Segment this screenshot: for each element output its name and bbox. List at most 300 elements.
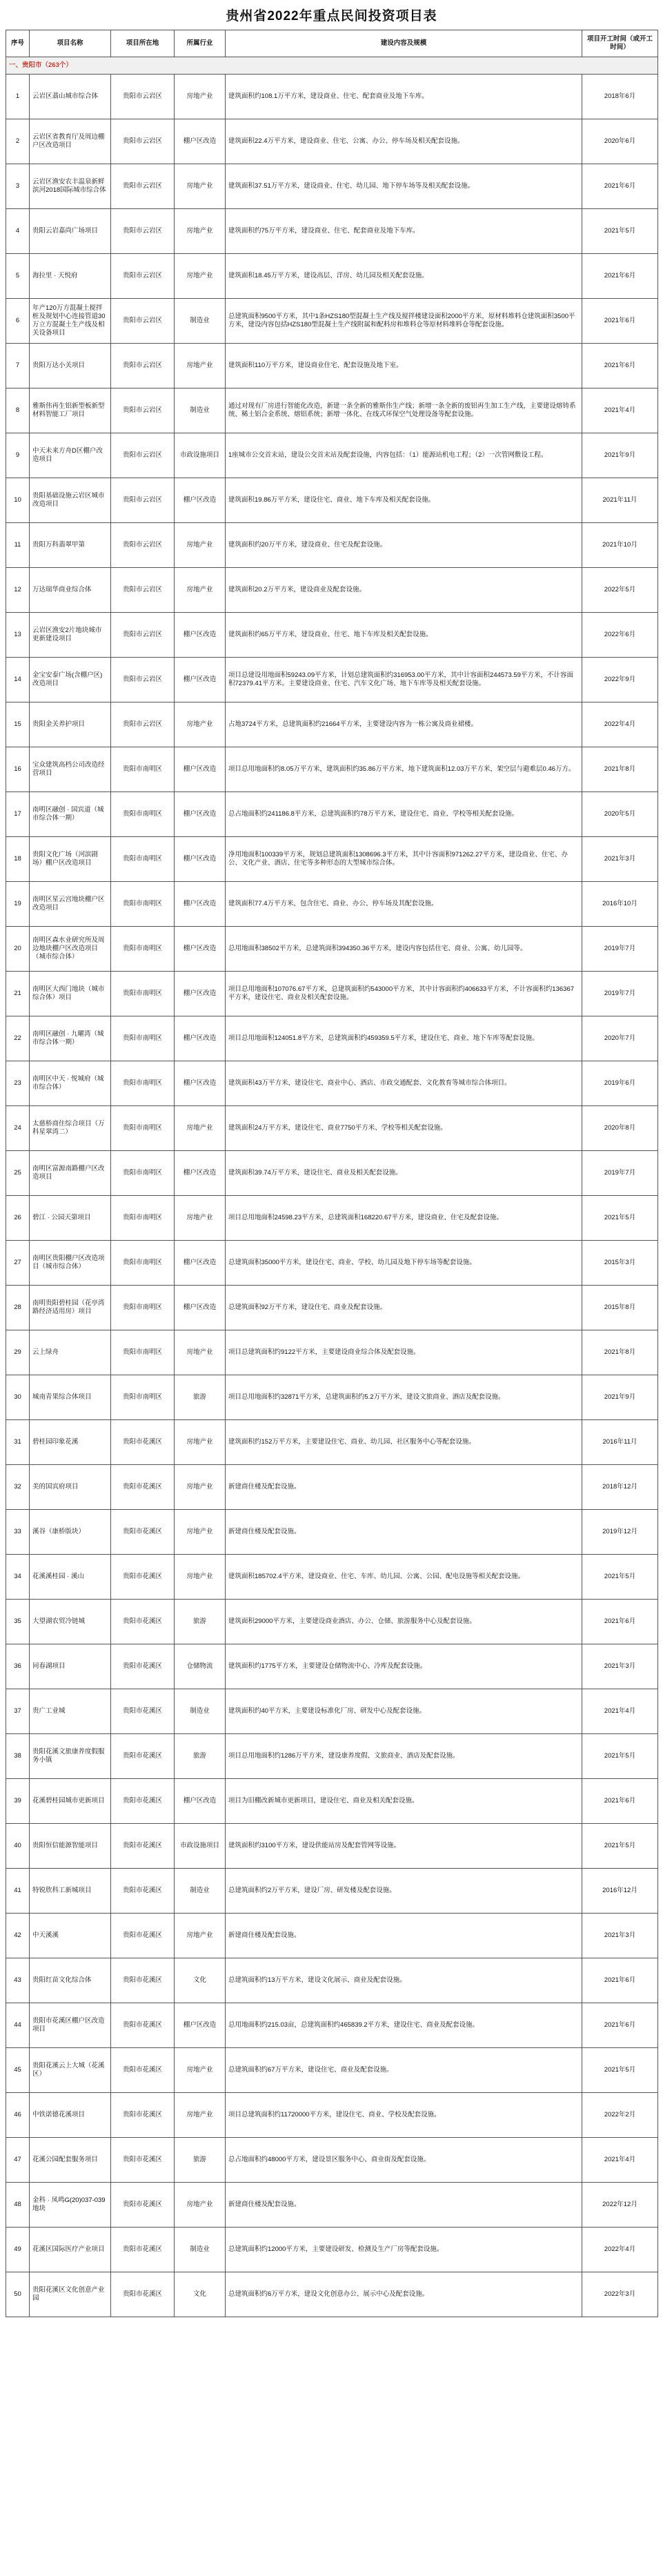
project-start-time: 2022年3月	[582, 2272, 658, 2317]
header-location: 项目所在地	[111, 30, 175, 57]
project-industry: 房地产业	[175, 254, 226, 299]
table-row	[6, 1869, 658, 1914]
project-start-time: 2015年3月	[582, 1241, 658, 1286]
table-row	[6, 389, 658, 433]
table-row	[6, 1061, 658, 1106]
project-scale: 总占地面积约48000平方米，建设景区服务中心、商业街及配套设施。	[226, 2138, 582, 2183]
project-industry: 棚户区改造	[175, 972, 226, 1016]
project-location: 贵阳市花溪区	[111, 1914, 175, 1958]
project-industry: 棚户区改造	[175, 658, 226, 702]
project-name: 贵阳金关养护项目	[30, 702, 111, 747]
project-name: 贵阳红苗文化综合体	[30, 1958, 111, 2003]
project-industry: 房地产业	[175, 2048, 226, 2093]
project-location: 贵阳市云岩区	[111, 119, 175, 164]
row-number: 22	[6, 1016, 30, 1061]
row-number: 7	[6, 344, 30, 389]
row-number: 36	[6, 1644, 30, 1689]
project-name: 碧江 · 公园天第项目	[30, 1196, 111, 1241]
row-number: 29	[6, 1330, 30, 1375]
table-row	[6, 792, 658, 837]
project-location: 贵阳市南明区	[111, 792, 175, 837]
project-industry: 制造业	[175, 2228, 226, 2272]
project-scale: 新建商住楼及配套设施。	[226, 2183, 582, 2228]
project-industry: 仓储物流	[175, 1644, 226, 1689]
project-name: 宝众建筑高档公司改造经营项目	[30, 747, 111, 792]
project-location: 贵阳市花溪区	[111, 1958, 175, 2003]
row-number: 17	[6, 792, 30, 837]
row-number: 26	[6, 1196, 30, 1241]
project-industry: 房地产业	[175, 1420, 226, 1465]
project-start-time: 2022年12月	[582, 2183, 658, 2228]
project-start-time: 2021年3月	[582, 1914, 658, 1958]
table-row	[6, 747, 658, 792]
project-location: 贵阳市云岩区	[111, 613, 175, 658]
header-start-time: 项目开工时间（或开工时间）	[582, 30, 658, 57]
row-number: 8	[6, 389, 30, 433]
project-start-time: 2021年4月	[582, 2138, 658, 2183]
project-scale: 建筑面积约108.1万平方米，建设商业、住宅、配套商业及地下车库。	[226, 75, 582, 119]
project-industry: 文化	[175, 1958, 226, 2003]
row-number: 33	[6, 1510, 30, 1555]
table-row	[6, 2093, 658, 2138]
project-industry: 棚户区改造	[175, 119, 226, 164]
project-scale: 总建筑面积约67万平方米，建设住宅、商业及配套设施。	[226, 2048, 582, 2093]
table-row	[6, 1106, 658, 1151]
row-number: 2	[6, 119, 30, 164]
project-name: 花溪碧桂园城市更新项目	[30, 1779, 111, 1824]
table-row	[6, 1555, 658, 1600]
table-row	[6, 254, 658, 299]
project-industry: 棚户区改造	[175, 1061, 226, 1106]
project-name: 中天未来方舟D区棚户改造项目	[30, 433, 111, 478]
project-location: 贵阳市云岩区	[111, 209, 175, 254]
project-location: 贵阳市云岩区	[111, 389, 175, 433]
project-start-time: 2021年6月	[582, 1779, 658, 1824]
project-industry: 房地产业	[175, 1106, 226, 1151]
project-location: 贵阳市南明区	[111, 747, 175, 792]
project-industry: 房地产业	[175, 568, 226, 613]
project-scale: 项目总建筑面积约11720000平方米，建设住宅、商业、学校及配套设施。	[226, 2093, 582, 2138]
table-row	[6, 1330, 658, 1375]
project-industry: 棚户区改造	[175, 613, 226, 658]
project-industry: 房地产业	[175, 1330, 226, 1375]
project-location: 贵阳市云岩区	[111, 433, 175, 478]
row-number: 5	[6, 254, 30, 299]
table-row	[6, 75, 658, 119]
project-name: 花溪区国际医疗产业项目	[30, 2228, 111, 2272]
project-name: 贵阳花溪云上大城（花溪区）	[30, 2048, 111, 2093]
project-scale: 建筑面积77.4万平方米，包含住宅、商业、办公、停车场及其配套设施。	[226, 882, 582, 927]
table-row	[6, 2138, 658, 2183]
project-industry: 房地产业	[175, 2183, 226, 2228]
project-location: 贵阳市南明区	[111, 1061, 175, 1106]
project-location: 贵阳市花溪区	[111, 1779, 175, 1824]
project-name: 特锐欣科工新城项目	[30, 1869, 111, 1914]
project-name: 贵阳花溪文旅康养度假服务小镇	[30, 1734, 111, 1779]
row-number: 12	[6, 568, 30, 613]
project-industry: 棚户区改造	[175, 1241, 226, 1286]
row-number: 15	[6, 702, 30, 747]
table-row	[6, 1914, 658, 1958]
table-row	[6, 164, 658, 209]
project-name: 南明区中天 · 悦城府（城市综合体）	[30, 1061, 111, 1106]
project-start-time: 2021年3月	[582, 837, 658, 882]
project-location: 贵阳市南明区	[111, 972, 175, 1016]
project-start-time: 2022年9月	[582, 658, 658, 702]
project-name: 金宝安泰广场(含棚户区)改造项目	[30, 658, 111, 702]
project-industry: 房地产业	[175, 1196, 226, 1241]
project-location: 贵阳市花溪区	[111, 1420, 175, 1465]
table-row	[6, 2048, 658, 2093]
row-number: 40	[6, 1824, 30, 1869]
row-number: 9	[6, 433, 30, 478]
project-industry: 文化	[175, 2272, 226, 2317]
project-start-time: 2022年6月	[582, 613, 658, 658]
project-location: 贵阳市花溪区	[111, 1824, 175, 1869]
project-industry: 棚户区改造	[175, 1151, 226, 1196]
project-location: 贵阳市花溪区	[111, 1734, 175, 1779]
project-industry: 棚户区改造	[175, 837, 226, 882]
project-start-time: 2021年6月	[582, 344, 658, 389]
project-scale: 建筑面积约152万平方米，主要建设住宅、商业、幼儿园、社区服务中心等配套设施。	[226, 1420, 582, 1465]
header-scale: 建设内容及规模	[226, 30, 582, 57]
row-number: 39	[6, 1779, 30, 1824]
table-row	[6, 1420, 658, 1465]
project-scale: 建筑面积约40平方米，主要建设标准化厂房、研发中心及配套设施。	[226, 1689, 582, 1734]
project-start-time: 2022年2月	[582, 2093, 658, 2138]
project-industry: 制造业	[175, 389, 226, 433]
project-location: 贵阳市花溪区	[111, 1465, 175, 1510]
row-number: 30	[6, 1375, 30, 1420]
project-start-time: 2021年6月	[582, 299, 658, 344]
project-name: 溪谷（康桥版块）	[30, 1510, 111, 1555]
project-scale: 项目总用地面积124051.8平方米，总建筑面积约459359.5平方米，建设住宅、商业、地下车库等配套设施。	[226, 1016, 582, 1061]
project-location: 贵阳市南明区	[111, 1330, 175, 1375]
table-row	[6, 523, 658, 568]
project-location: 贵阳市南明区	[111, 1286, 175, 1330]
row-number: 25	[6, 1151, 30, 1196]
project-location: 贵阳市云岩区	[111, 568, 175, 613]
document-title: 贵州省2022年重点民间投资项目表	[226, 9, 437, 23]
project-industry: 制造业	[175, 1689, 226, 1734]
project-name: 海拉里 · 天悦府	[30, 254, 111, 299]
project-industry: 棚户区改造	[175, 882, 226, 927]
project-start-time: 2021年10月	[582, 523, 658, 568]
project-industry: 市政设施项目	[175, 433, 226, 478]
table-row	[6, 927, 658, 972]
project-scale: 净用地面积100339平方米，规划总建筑面积1308696.3平方米，其中计容面积971262.27平方米，建设商业、住宅、办公、文化产业、酒店、住宅等多种形态的大型城市综合体。	[226, 837, 582, 882]
project-start-time: 2016年11月	[582, 1420, 658, 1465]
project-location: 贵阳市南明区	[111, 882, 175, 927]
project-scale: 总建筑面积9500平方米，其中1条HZS180型混凝土生产线及搅拌楼建设面积2000平方米，原材料堆料仓建筑面积3500平方米，建设内容包括HZS180型混凝土生产线附属和配料房和堆料仓等原材料堆料仓等配套设施。	[226, 299, 582, 344]
project-name: 云上绿舟	[30, 1330, 111, 1375]
project-start-time: 2019年7月	[582, 972, 658, 1016]
row-number: 13	[6, 613, 30, 658]
project-name: 云岩区渔安2片地块城市更新建设项目	[30, 613, 111, 658]
project-scale: 建筑面积29000平方米，主要建设商业酒店、办公、仓储、旅游服务中心及配套设施。	[226, 1600, 582, 1644]
project-scale: 通过对现有厂房进行智能化改造，新建一条全新的雅斯伟生产线；新增一条全新的废铝再生加工生产线，主要建设熔铸系统、稀土铝合金系统、熔铝系统；新增一体化、在线式环保空气处理设备等配套设施。	[226, 389, 582, 433]
project-location: 贵阳市南明区	[111, 1375, 175, 1420]
project-name: 同春湖项目	[30, 1644, 111, 1689]
row-number: 38	[6, 1734, 30, 1779]
project-location: 贵阳市南明区	[111, 1196, 175, 1241]
row-number: 45	[6, 2048, 30, 2093]
project-industry: 市政设施项目	[175, 1824, 226, 1869]
project-start-time: 2020年6月	[582, 119, 658, 164]
project-scale: 建筑面积22.4万平方米，建设商业、住宅、公寓、办公、停车场及相关配套设施。	[226, 119, 582, 164]
project-start-time: 2021年9月	[582, 1375, 658, 1420]
table-row	[6, 837, 658, 882]
table-row	[6, 972, 658, 1016]
project-location: 贵阳市南明区	[111, 927, 175, 972]
table-row	[6, 613, 658, 658]
row-number: 34	[6, 1555, 30, 1600]
project-name: 云岩区渔安农丰温泉新鲜滨河2018国际城市综合体	[30, 164, 111, 209]
row-number: 44	[6, 2003, 30, 2048]
project-location: 贵阳市南明区	[111, 1016, 175, 1061]
project-scale: 建筑面积24万平方米，建设住宅、商业7750平方米、学校等相关配套设施。	[226, 1106, 582, 1151]
row-number: 48	[6, 2183, 30, 2228]
table-row	[6, 2003, 658, 2048]
project-start-time: 2021年5月	[582, 1555, 658, 1600]
row-number: 42	[6, 1914, 30, 1958]
project-start-time: 2021年6月	[582, 1958, 658, 2003]
project-industry: 棚户区改造	[175, 792, 226, 837]
table-row	[6, 702, 658, 747]
table-header-row	[6, 30, 658, 57]
project-industry: 房地产业	[175, 75, 226, 119]
project-name: 云岩区省教育厅及周边棚户区改造项目	[30, 119, 111, 164]
project-industry: 棚户区改造	[175, 747, 226, 792]
table-row	[6, 1465, 658, 1510]
project-name: 南明区融创 · 九曜湾（城市综合体一期）	[30, 1016, 111, 1061]
project-location: 贵阳市花溪区	[111, 2048, 175, 2093]
project-start-time: 2021年9月	[582, 433, 658, 478]
project-start-time: 2021年6月	[582, 1600, 658, 1644]
project-name: 南明区大西门地块（城市综合体）项目	[30, 972, 111, 1016]
table-row	[6, 209, 658, 254]
header-project-name: 项目名称	[30, 30, 111, 57]
project-location: 贵阳市花溪区	[111, 2003, 175, 2048]
project-location: 贵阳市南明区	[111, 1106, 175, 1151]
project-industry: 房地产业	[175, 1510, 226, 1555]
project-location: 贵阳市云岩区	[111, 702, 175, 747]
section-label: 一、贵阳市（263个）	[6, 57, 658, 75]
project-industry: 旅游	[175, 1600, 226, 1644]
row-number: 20	[6, 927, 30, 972]
project-start-time: 2021年4月	[582, 389, 658, 433]
project-start-time: 2020年8月	[582, 1106, 658, 1151]
project-name: 南明区融创 · 国宾道（城市综合体一期）	[30, 792, 111, 837]
row-number: 31	[6, 1420, 30, 1465]
project-industry: 棚户区改造	[175, 478, 226, 523]
project-scale: 总建筑面积约2万平方米，建设厂房、研发楼及配套设施。	[226, 1869, 582, 1914]
row-number: 4	[6, 209, 30, 254]
project-scale: 总建筑面积35000平方米，建设住宅、商业、学校、幼儿园及地下停车场等配套设施。	[226, 1241, 582, 1286]
header-number: 序号	[6, 30, 30, 57]
project-industry: 房地产业	[175, 1465, 226, 1510]
project-scale: 建筑面积20.2万平方米，建设商业及配套设施。	[226, 568, 582, 613]
project-location: 贵阳市云岩区	[111, 254, 175, 299]
row-number: 32	[6, 1465, 30, 1510]
project-location: 贵阳市云岩区	[111, 164, 175, 209]
project-start-time: 2021年6月	[582, 254, 658, 299]
project-name: 南明区富源南路棚户区改造项目	[30, 1151, 111, 1196]
project-name: 云岩区翡山城市综合体	[30, 75, 111, 119]
project-industry: 旅游	[175, 1375, 226, 1420]
project-start-time: 2020年5月	[582, 792, 658, 837]
project-industry: 房地产业	[175, 523, 226, 568]
project-industry: 房地产业	[175, 702, 226, 747]
project-scale: 新建商住楼及配套设施。	[226, 1510, 582, 1555]
project-name: 美的国宾府项目	[30, 1465, 111, 1510]
project-scale: 项目为旧棚改新城市更新项目，建设住宅、商业及相关配套设施。	[226, 1779, 582, 1824]
row-number: 11	[6, 523, 30, 568]
project-scale: 新建商住楼及配套设施。	[226, 1465, 582, 1510]
table-row	[6, 568, 658, 613]
project-start-time: 2018年12月	[582, 1465, 658, 1510]
table-row	[6, 1600, 658, 1644]
project-industry: 房地产业	[175, 2093, 226, 2138]
project-location: 贵阳市南明区	[111, 837, 175, 882]
project-industry: 房地产业	[175, 344, 226, 389]
table-row	[6, 1196, 658, 1241]
table-row	[6, 658, 658, 702]
project-scale: 建筑面积43万平方米，建设住宅、商业中心、酒店、市政交通配套、文化教育等城市综合体项目。	[226, 1061, 582, 1106]
project-start-time: 2022年4月	[582, 2228, 658, 2272]
project-name: 花溪溪桂园 · 溪山	[30, 1555, 111, 1600]
table-row	[6, 119, 658, 164]
project-scale: 总用地面积38502平方米，总建筑面积394350.36平方米，建设内容包括住宅、商业、公寓、幼儿园等。	[226, 927, 582, 972]
project-start-time: 2021年5月	[582, 1196, 658, 1241]
project-scale: 1座城市公交首末站，建设公交首末站及配套设施，内容包括：（1）能源站机电工程；（2）一次管网敷设工程。	[226, 433, 582, 478]
project-scale: 总用地面积约215.03亩，总建筑面积约465839.2平方米，建设住宅、商业及配套设施。	[226, 2003, 582, 2048]
project-name: 城南青果综合体项目	[30, 1375, 111, 1420]
project-name: 贵阳恒信能源智能项目	[30, 1824, 111, 1869]
table-row	[6, 1151, 658, 1196]
project-location: 贵阳市花溪区	[111, 1555, 175, 1600]
project-industry: 房地产业	[175, 1914, 226, 1958]
table-row	[6, 1824, 658, 1869]
project-industry: 棚户区改造	[175, 1779, 226, 1824]
table-row	[6, 1734, 658, 1779]
project-location: 贵阳市花溪区	[111, 2183, 175, 2228]
project-name: 贵阳基础设施云岩区城市改造项目	[30, 478, 111, 523]
project-location: 贵阳市花溪区	[111, 2138, 175, 2183]
project-location: 贵阳市花溪区	[111, 1869, 175, 1914]
row-number: 21	[6, 972, 30, 1016]
row-number: 23	[6, 1061, 30, 1106]
project-name: 中天溪溪	[30, 1914, 111, 1958]
project-start-time: 2021年5月	[582, 209, 658, 254]
project-start-time: 2021年5月	[582, 1734, 658, 1779]
project-location: 贵阳市花溪区	[111, 2272, 175, 2317]
project-name: 贵阳文化广场（河滨剧场）棚户区改造项目	[30, 837, 111, 882]
project-name: 雅斯伟再生铝新型板新型材料智能工厂项目	[30, 389, 111, 433]
project-industry: 棚户区改造	[175, 1286, 226, 1330]
project-start-time: 2015年8月	[582, 1286, 658, 1330]
project-industry: 制造业	[175, 299, 226, 344]
project-start-time: 2020年7月	[582, 1016, 658, 1061]
project-scale: 建筑面积18.45万平方米，建设高层、洋房、幼儿园及相关配套设施。	[226, 254, 582, 299]
project-start-time: 2018年6月	[582, 75, 658, 119]
table-row	[6, 2272, 658, 2317]
project-name: 贵广工业城	[30, 1689, 111, 1734]
project-name: 贵阳市花溪区棚户区改造项目	[30, 2003, 111, 2048]
project-scale: 建筑面积39.74万平方米，建设住宅、商业及相关配套设施。	[226, 1151, 582, 1196]
project-start-time: 2019年12月	[582, 1510, 658, 1555]
row-number: 3	[6, 164, 30, 209]
project-scale: 建筑面积110万平方米，建设商业住宅、配套设施及地下室。	[226, 344, 582, 389]
project-location: 贵阳市花溪区	[111, 2093, 175, 2138]
project-industry: 棚户区改造	[175, 1016, 226, 1061]
project-industry: 制造业	[175, 1869, 226, 1914]
row-number: 24	[6, 1106, 30, 1151]
project-table	[6, 30, 658, 2317]
row-number: 41	[6, 1869, 30, 1914]
row-number: 47	[6, 2138, 30, 2183]
project-location: 贵阳市花溪区	[111, 1510, 175, 1555]
project-name: 花溪公园配套服务项目	[30, 2138, 111, 2183]
project-start-time: 2021年11月	[582, 478, 658, 523]
project-start-time: 2021年5月	[582, 2048, 658, 2093]
project-name: 南明贵阳碧桂园（花亭湾路经济适用房）项目	[30, 1286, 111, 1330]
project-scale: 总占地面积约241186.8平方米，总建筑面积约78万平方米，建设住宅、商业、学校等相关配套设施。	[226, 792, 582, 837]
project-scale: 项目总用地面积24598.23平方米，总建筑面积168220.67平方米，建设商业、住宅及配套设施。	[226, 1196, 582, 1241]
header-industry: 所属行业	[175, 30, 226, 57]
row-number: 50	[6, 2272, 30, 2317]
table-row	[6, 1375, 658, 1420]
project-start-time: 2022年4月	[582, 702, 658, 747]
row-number: 43	[6, 1958, 30, 2003]
project-name: 碧桂园印象花溪	[30, 1420, 111, 1465]
row-number: 19	[6, 882, 30, 927]
project-scale: 项目总建筑面积约9122平方米，主要建设商业综合体及配套设施。	[226, 1330, 582, 1375]
table-row	[6, 1510, 658, 1555]
project-industry: 房地产业	[175, 209, 226, 254]
project-name: 万达瑞华商业综合体	[30, 568, 111, 613]
row-number: 14	[6, 658, 30, 702]
project-scale: 建筑面积约3100平方米，建设供能站房及配套管网等设施。	[226, 1824, 582, 1869]
table-row	[6, 2228, 658, 2272]
project-start-time: 2021年4月	[582, 1689, 658, 1734]
table-row	[6, 1958, 658, 2003]
project-start-time: 2019年7月	[582, 927, 658, 972]
project-start-time: 2016年10月	[582, 882, 658, 927]
project-industry: 棚户区改造	[175, 2003, 226, 2048]
project-scale: 新建商住楼及配套设施。	[226, 1914, 582, 1958]
row-number: 10	[6, 478, 30, 523]
project-start-time: 2016年12月	[582, 1869, 658, 1914]
row-number: 49	[6, 2228, 30, 2272]
project-scale: 项目总用地面积约1286万平方米，建设康养度假、文旅商业、酒店及配套设施。	[226, 1734, 582, 1779]
table-row	[6, 1644, 658, 1689]
project-start-time: 2021年6月	[582, 164, 658, 209]
project-scale: 建筑面积约20万平方米，建设商业、住宅及配套设施。	[226, 523, 582, 568]
table-row	[6, 882, 658, 927]
row-number: 27	[6, 1241, 30, 1286]
project-start-time: 2019年6月	[582, 1061, 658, 1106]
project-start-time: 2021年3月	[582, 1644, 658, 1689]
table-row	[6, 1689, 658, 1734]
project-name: 大望湖农贸冷链城	[30, 1600, 111, 1644]
project-industry: 旅游	[175, 2138, 226, 2183]
project-name: 南明区星云宫地块棚户区改造项目	[30, 882, 111, 927]
row-number: 37	[6, 1689, 30, 1734]
project-scale: 总建筑面积约12000平方米，主要建设研发、检测及生产厂房等配套设施。	[226, 2228, 582, 2272]
project-location: 贵阳市云岩区	[111, 478, 175, 523]
project-industry: 房地产业	[175, 1555, 226, 1600]
